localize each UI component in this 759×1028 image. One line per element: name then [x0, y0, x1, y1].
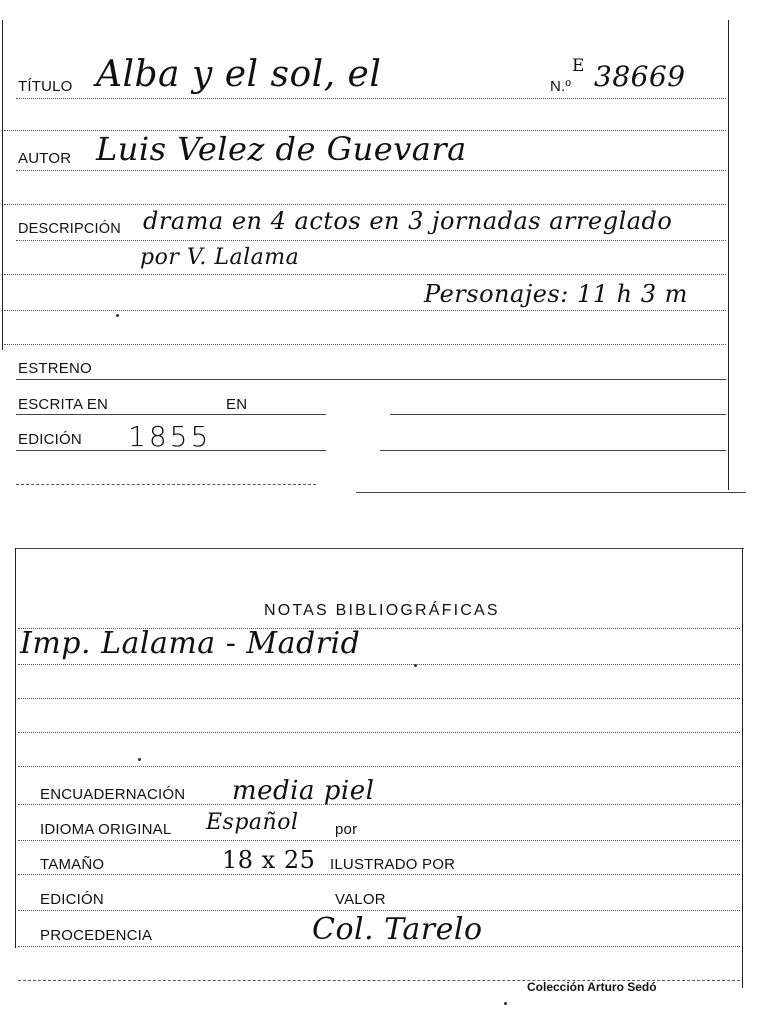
notes-rule-2 — [18, 664, 740, 665]
notes-rule-3 — [18, 698, 740, 699]
descripcion-label: DESCRIPCIÓN — [18, 221, 121, 237]
card-front-bottom-edge-left — [16, 484, 316, 485]
autor-value: Luis Velez de Guevara — [96, 130, 467, 168]
idioma-original-value: Español — [206, 810, 299, 835]
descripcion-rule-2 — [4, 274, 726, 275]
titulo-rule — [16, 98, 726, 99]
edicion-back-label: EDICIÓN — [40, 891, 104, 908]
scan-speck — [414, 664, 417, 667]
tamano-label: TAMAÑO — [40, 856, 105, 873]
edicion-value: 1855 — [128, 420, 212, 453]
notas-bibliograficas-heading: NOTAS BIBLIOGRÁFICAS — [264, 602, 500, 619]
notes-line-1: Imp. Lalama - Madrid — [20, 626, 361, 661]
por-label: por — [335, 821, 358, 838]
card-back-top-edge — [16, 548, 744, 549]
numero-label: N.º — [550, 78, 572, 95]
descripcion-line1: drama en 4 actos en 3 jornadas arreglado — [143, 207, 673, 235]
descripcion-line2: por V. Lalama — [140, 245, 300, 270]
descripcion-line3: Personajes: 11 h 3 m — [424, 280, 688, 308]
titulo-value: Alba y el sol, el — [96, 54, 382, 95]
ilustrado-por-label: ILUSTRADO POR — [330, 856, 456, 873]
card-back-right-edge — [742, 548, 743, 988]
idioma-rule — [18, 840, 740, 841]
numero-superscript: E — [572, 56, 585, 76]
idioma-original-label: IDIOMA ORIGINAL — [40, 821, 172, 838]
autor-spare-rule — [4, 204, 726, 205]
procedencia-value: Col. Tarelo — [312, 912, 483, 947]
catalog-card-front — [0, 0, 759, 500]
descripcion-rule-4 — [4, 344, 726, 345]
en-label: EN — [226, 396, 248, 413]
edicion-rule-left — [16, 450, 326, 451]
procedencia-rule — [18, 946, 740, 947]
autor-label: AUTOR — [18, 150, 72, 167]
estreno-rule — [16, 379, 726, 380]
numero-value: 38669 — [594, 60, 686, 93]
card-left-edge — [2, 20, 3, 350]
valor-label: VALOR — [335, 891, 386, 908]
card-right-edge — [728, 20, 729, 490]
card-back-left-edge — [15, 548, 16, 948]
edicion-rule-right — [380, 450, 726, 451]
tamano-value: 18 x 25 — [222, 846, 316, 874]
notes-rule-4 — [18, 732, 740, 733]
tamano-rule — [18, 874, 740, 875]
encuadernacion-value: media piel — [232, 776, 375, 806]
notes-rule-1 — [18, 628, 740, 629]
escrita-en-label: ESCRITA EN — [18, 396, 109, 413]
descripcion-rule-1 — [16, 240, 726, 241]
edicion-back-rule — [18, 910, 740, 911]
scan-speck — [138, 758, 141, 761]
card-front-bottom-edge-right — [356, 492, 746, 493]
escrita-rule-right — [390, 414, 726, 415]
estreno-label: ESTRENO — [18, 360, 92, 377]
notes-rule-5 — [18, 766, 740, 767]
scan-speck — [504, 1002, 507, 1005]
scan-speck — [116, 314, 119, 317]
escrita-rule-left — [16, 414, 326, 415]
encuadernacion-label: ENCUADERNACIÓN — [40, 786, 186, 803]
coleccion-credit: Colección Arturo Sedó — [527, 980, 657, 994]
edicion-label: EDICIÓN — [18, 431, 82, 448]
procedencia-label: PROCEDENCIA — [40, 927, 153, 944]
descripcion-rule-3 — [4, 310, 726, 311]
encuadernacion-rule — [18, 804, 740, 805]
catalog-card-back — [0, 540, 759, 1028]
titulo-label: TÍTULO — [18, 78, 73, 95]
autor-rule — [16, 170, 726, 171]
